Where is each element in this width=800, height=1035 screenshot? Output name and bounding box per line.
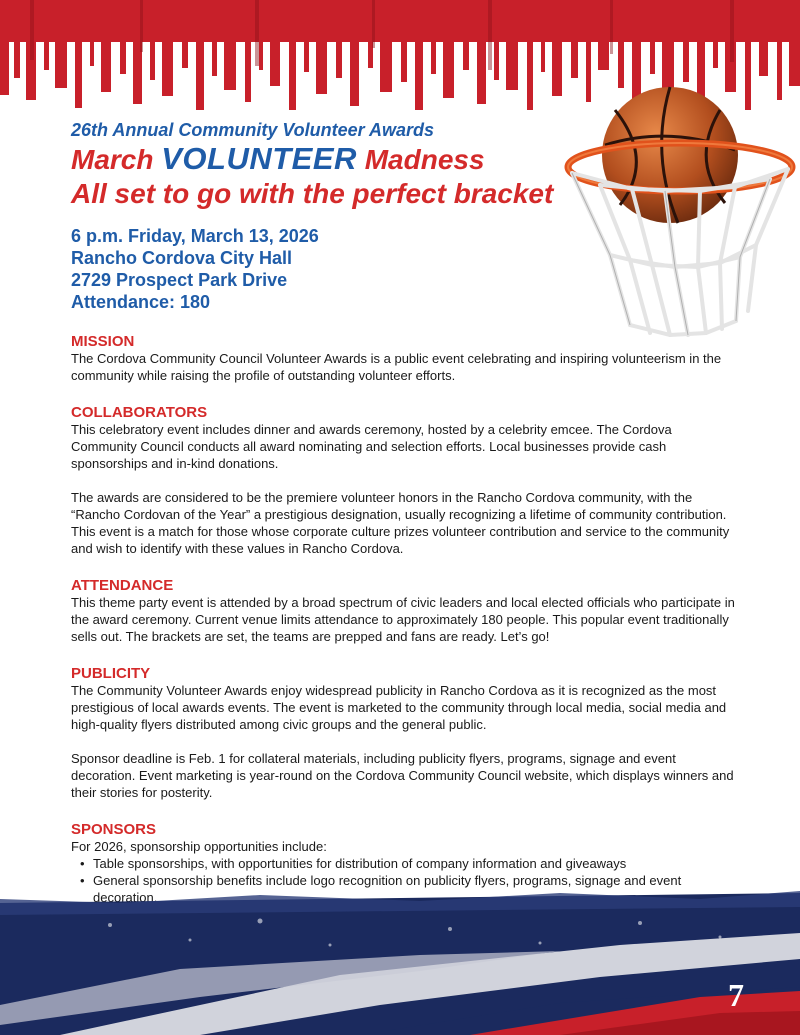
sponsors-intro: For 2026, sponsorship opportunities include:: [71, 839, 327, 854]
page-title: [71, 142, 736, 177]
event-datetime: 6 p.m. Friday, March 13, 2026: [71, 226, 319, 246]
mission-section: [71, 333, 736, 384]
attendance-section: [71, 577, 736, 645]
section-title-mission: MISSION: [71, 333, 135, 350]
event-attendance: Attendance: 180: [71, 292, 211, 312]
page-number: 7: [728, 977, 744, 1013]
event-subtitle: 26th Annual Community Volunteer Awards: [71, 120, 435, 140]
main-content: [71, 118, 736, 906]
section-title-publicity: PUBLICITY: [71, 665, 151, 682]
attendance-text: This theme party event is attended by a broad spectrum of civic leaders and local elected officials who participate in the award ceremony. Current venue limits attendance to approximately 180 people. This popular event traditionally sells out. The brackets are set, the teams are prepped and fans are ready. Let’s go!: [71, 595, 735, 644]
event-address: 2729 Prospect Park Drive: [71, 270, 288, 290]
event-details: [71, 225, 736, 313]
bottom-paint-border: [0, 885, 800, 1035]
title-part-march: March: [71, 144, 154, 175]
bullet-dot-icon: •: [80, 873, 85, 888]
page-tagline: All set to go with the perfect bracket: [71, 178, 554, 209]
bullet-dot-icon: •: [80, 856, 85, 871]
mission-text: The Cordova Community Council Volunteer Awards is a public event celebrating and inspiring volunteerism in the community while raising the profile of outstanding volunteer efforts.: [71, 351, 722, 383]
title-highlight-volunteer: VOLUNTEER: [161, 141, 357, 176]
section-title-collaborators: COLLABORATORS: [71, 404, 208, 421]
collaborators-text-1: This celebratory event includes dinner and awards ceremony, hosted by a celebrity emcee. The Cordova Community Council conducts all award nominating and selection efforts. Local businesses provide cash sponsorships and in-kind donations.: [71, 422, 672, 471]
event-venue: Rancho Cordova City Hall: [71, 248, 293, 268]
publicity-section: [71, 665, 736, 801]
section-title-attendance: ATTENDANCE: [71, 577, 174, 594]
sponsor-bullet-1: Table sponsorships, with opportunities for distribution of company information and giveaways: [93, 856, 627, 871]
section-title-sponsors: SPONSORS: [71, 821, 157, 838]
collaborators-text-2: The awards are considered to be the premiere volunteer honors in the Rancho Cordova community, with the “Rancho Cordovan of the Year” a prestigious designation, usually recognizing a lifetime of community contribution. This event is a match for those whose corporate culture prizes volunteer contribution and service to the community and wish to identify with these values in Rancho Cordova.: [71, 490, 730, 556]
publicity-text-1: The Community Volunteer Awards enjoy widespread publicity in Rancho Cordova as it is recognized as the most prestigious of local awards events. The event is marketed to the community through local media, social media and high-quality flyers distributed among civic groups and the general public.: [71, 683, 727, 732]
list-item: [71, 855, 736, 872]
publicity-text-2: Sponsor deadline is Feb. 1 for collateral materials, including publicity flyers, programs, signage and event decoration. Event marketing is year-round on the Cordova Community Council website, which displays winners and their stories for posterity.: [71, 751, 734, 800]
collaborators-section: [71, 404, 736, 557]
sponsor-bullet-2: General sponsorship benefits include logo recognition on publicity flyers, programs, signage and event decoration.: [93, 873, 682, 905]
title-part-madness: Madness: [364, 144, 485, 175]
